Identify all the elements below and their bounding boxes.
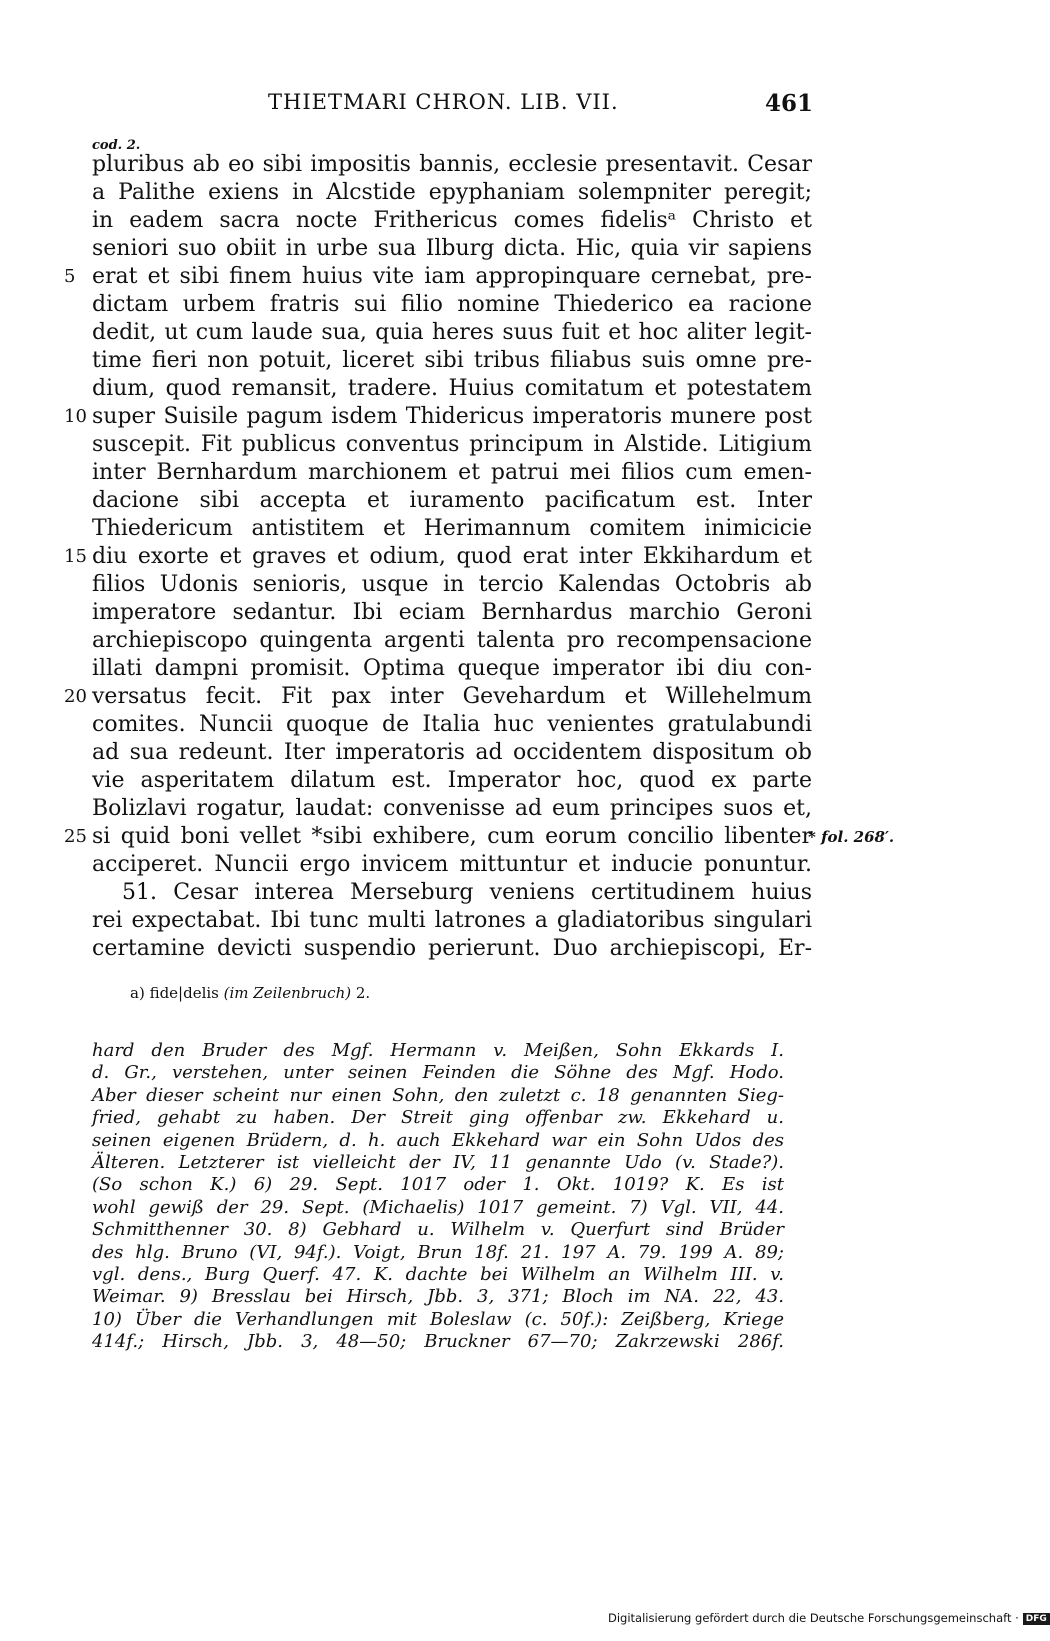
line-text: ad sua redeunt. Iter imperatoris ad occidentem dispositum ob xyxy=(92,740,812,765)
text-line xyxy=(64,263,812,291)
line-text: erat et sibi finem huius vite iam appropinquare cernebat, pre- xyxy=(92,264,812,289)
line-text: acciperet. Nuncii ergo invicem mittuntur et inducie ponuntur. xyxy=(92,852,812,877)
commentary-line: Älteren. Letzterer ist vielleicht der IV, 11 genannte Udo (v. Stade?). xyxy=(92,1151,784,1173)
line-number: 20 xyxy=(64,686,87,707)
line-text: archiepiscopo quingenta argenti talenta pro recompensacione xyxy=(92,628,812,653)
commentary-line: 414f.; Hirsch, Jbb. 3, 48—50; Bruckner 67—70; Zakrzewski 286f. xyxy=(92,1331,784,1353)
text-line xyxy=(92,207,812,235)
line-text: Bolizlavi rogatur, laudat: convenisse ad eum principes suos et, xyxy=(92,796,812,821)
line-text: suscepit. Fit publicus conventus principum in Alstide. Litigium xyxy=(92,432,812,457)
dfg-logo: DFG xyxy=(1023,1613,1050,1625)
commentary-line: wohl gewiß der 29. Sept. (Michaelis) 1017 gemeint. 7) Vgl. VII, 44. xyxy=(92,1196,784,1218)
line-text: super Suisile pagum isdem Thidericus imperatoris munere post xyxy=(92,404,812,429)
text-line xyxy=(92,711,812,739)
line-text: imperatore sedantur. Ibi eciam Bernhardus marchio Geroni xyxy=(92,600,812,625)
line-number: 15 xyxy=(64,546,87,567)
commentary-line: Schmitthenner 30. 8) Gebhard u. Wilhelm v. Querfurt sind Brüder xyxy=(92,1219,784,1241)
line-text: pluribus ab eo sibi impositis bannis, ecclesie presentavit. Cesar xyxy=(92,152,812,177)
commentary-line: des hlg. Bruno (VI, 94f.). Voigt, Brun 18f. 21. 197 A. 79. 199 A. 89; xyxy=(92,1241,784,1263)
main-text xyxy=(64,151,895,963)
text-line xyxy=(92,879,812,907)
page-header xyxy=(0,90,1000,120)
commentary-footnotes xyxy=(92,1040,784,1353)
text-line xyxy=(92,487,812,515)
commentary-line: Aber dieser scheint nur einen Sohn, den zuletzt c. 18 genannten Sieg- xyxy=(92,1084,784,1106)
text-line xyxy=(64,823,895,851)
text-line xyxy=(92,627,812,655)
line-text: time fieri non potuit, liceret sibi tribus filiabus suis omne pre- xyxy=(92,348,812,373)
line-text: in eadem sacra nocte Frithericus comes fidelisᵃ Christo et xyxy=(92,208,812,233)
text-line xyxy=(64,543,812,571)
crit-note-text: a) fide|delis xyxy=(130,984,219,1002)
line-text: 51. Cesar interea Merseburg veniens certitudinem huius xyxy=(122,880,812,905)
text-line xyxy=(92,375,812,403)
text-line xyxy=(92,739,812,767)
line-number: 25 xyxy=(64,826,87,847)
text-line xyxy=(92,151,812,179)
text-line xyxy=(92,235,812,263)
line-text: Thiedericum antistitem et Herimannum comitem inimicicie xyxy=(92,516,812,541)
codex-note: cod. 2. xyxy=(92,138,141,153)
line-text: versatus fecit. Fit pax inter Gevehardum et Willehelmum xyxy=(92,684,812,709)
text-line xyxy=(92,291,812,319)
text-line xyxy=(92,851,812,879)
text-line xyxy=(64,683,812,711)
commentary-line: Weimar. 9) Bresslau bei Hirsch, Jbb. 3, 371; Bloch im NA. 22, 43. xyxy=(92,1286,784,1308)
text-line xyxy=(92,571,812,599)
commentary-line: d. Gr., verstehen, unter seinen Feinden die Söhne des Mgf. Hodo. xyxy=(92,1062,784,1084)
line-text: si quid boni vellet *sibi exhibere, cum eorum concilio libenter xyxy=(92,824,812,849)
text-line xyxy=(92,431,812,459)
page-number: 461 xyxy=(765,90,814,117)
text-line xyxy=(92,347,812,375)
crit-note-paren: (im Zeilenbruch) xyxy=(223,984,352,1002)
commentary-line: fried, gehabt zu haben. Der Streit ging offenbar zw. Ekkehard u. xyxy=(92,1107,784,1129)
line-text: comites. Nuncii quoque de Italia huc venientes gratulabundi xyxy=(92,712,812,737)
commentary-line: hard den Bruder des Mgf. Hermann v. Meißen, Sohn Ekkards I. xyxy=(92,1040,784,1061)
text-line xyxy=(92,319,812,347)
commentary-line: vgl. dens., Burg Querf. 47. K. dachte bei Wilhelm an Wilhelm III. v. xyxy=(92,1263,784,1285)
text-line xyxy=(92,767,812,795)
commentary-line: 10) Über die Verhandlungen mit Boleslaw (c. 50f.): Zeißberg, Kriege xyxy=(92,1308,784,1330)
text-line xyxy=(92,795,812,823)
text-line xyxy=(92,459,812,487)
line-text: filios Udonis senioris, usque in tercio Kalendas Octobris ab xyxy=(92,572,812,597)
text-line xyxy=(92,515,812,543)
credit-text: Digitalisierung gefördert durch die Deutsche Forschungsgemeinschaft · xyxy=(608,1611,1019,1625)
critical-apparatus-note xyxy=(130,984,370,1002)
commentary-line: seinen eigenen Brüdern, d. h. auch Ekkehard war ein Sohn Udos des xyxy=(92,1129,784,1151)
line-text: dictam urbem fratris sui filio nomine Thiederico ea racione xyxy=(92,292,812,317)
folio-margin-note: * fol. 268′. xyxy=(808,828,895,846)
text-line xyxy=(92,655,812,683)
running-head: THIETMARI CHRON. LIB. VII. xyxy=(268,90,619,114)
line-number: 5 xyxy=(64,266,76,287)
line-text: illati dampni promisit. Optima queque imperator ibi diu con- xyxy=(92,656,812,681)
line-text: certamine devicti suspendio perierunt. Duo archiepiscopi, Er- xyxy=(92,936,812,961)
line-text: inter Bernhardum marchionem et patrui mei filios cum emen- xyxy=(92,460,812,485)
text-line xyxy=(92,179,812,207)
text-line xyxy=(92,599,812,627)
line-text: a Palithe exiens in Alcstide epyphaniam solempniter peregit; xyxy=(92,180,812,205)
line-text: vie asperitatem dilatum est. Imperator hoc, quod ex parte xyxy=(92,768,812,793)
text-line xyxy=(92,935,812,963)
digitization-credit xyxy=(608,1611,1050,1625)
line-text: diu exorte et graves et odium, quod erat inter Ekkihardum et xyxy=(92,544,812,569)
commentary-line: (So schon K.) 6) 29. Sept. 1017 oder 1. Okt. 1019? K. Es ist xyxy=(92,1174,784,1196)
line-text: rei expectabat. Ibi tunc multi latrones a gladiatoribus singulari xyxy=(92,908,812,933)
crit-note-suffix: 2. xyxy=(351,984,371,1002)
line-text: dium, quod remansit, tradere. Huius comitatum et potestatem xyxy=(92,376,812,401)
line-text: seniori suo obiit in urbe sua Ilburg dicta. Hic, quia vir sapiens xyxy=(92,236,812,261)
text-line xyxy=(64,403,812,431)
text-line xyxy=(92,907,812,935)
line-text: dacione sibi accepta et iuramento pacificatum est. Inter xyxy=(92,488,812,513)
line-text: dedit, ut cum laude sua, quia heres suus fuit et hoc aliter legit- xyxy=(92,320,812,345)
line-number: 10 xyxy=(64,406,87,427)
